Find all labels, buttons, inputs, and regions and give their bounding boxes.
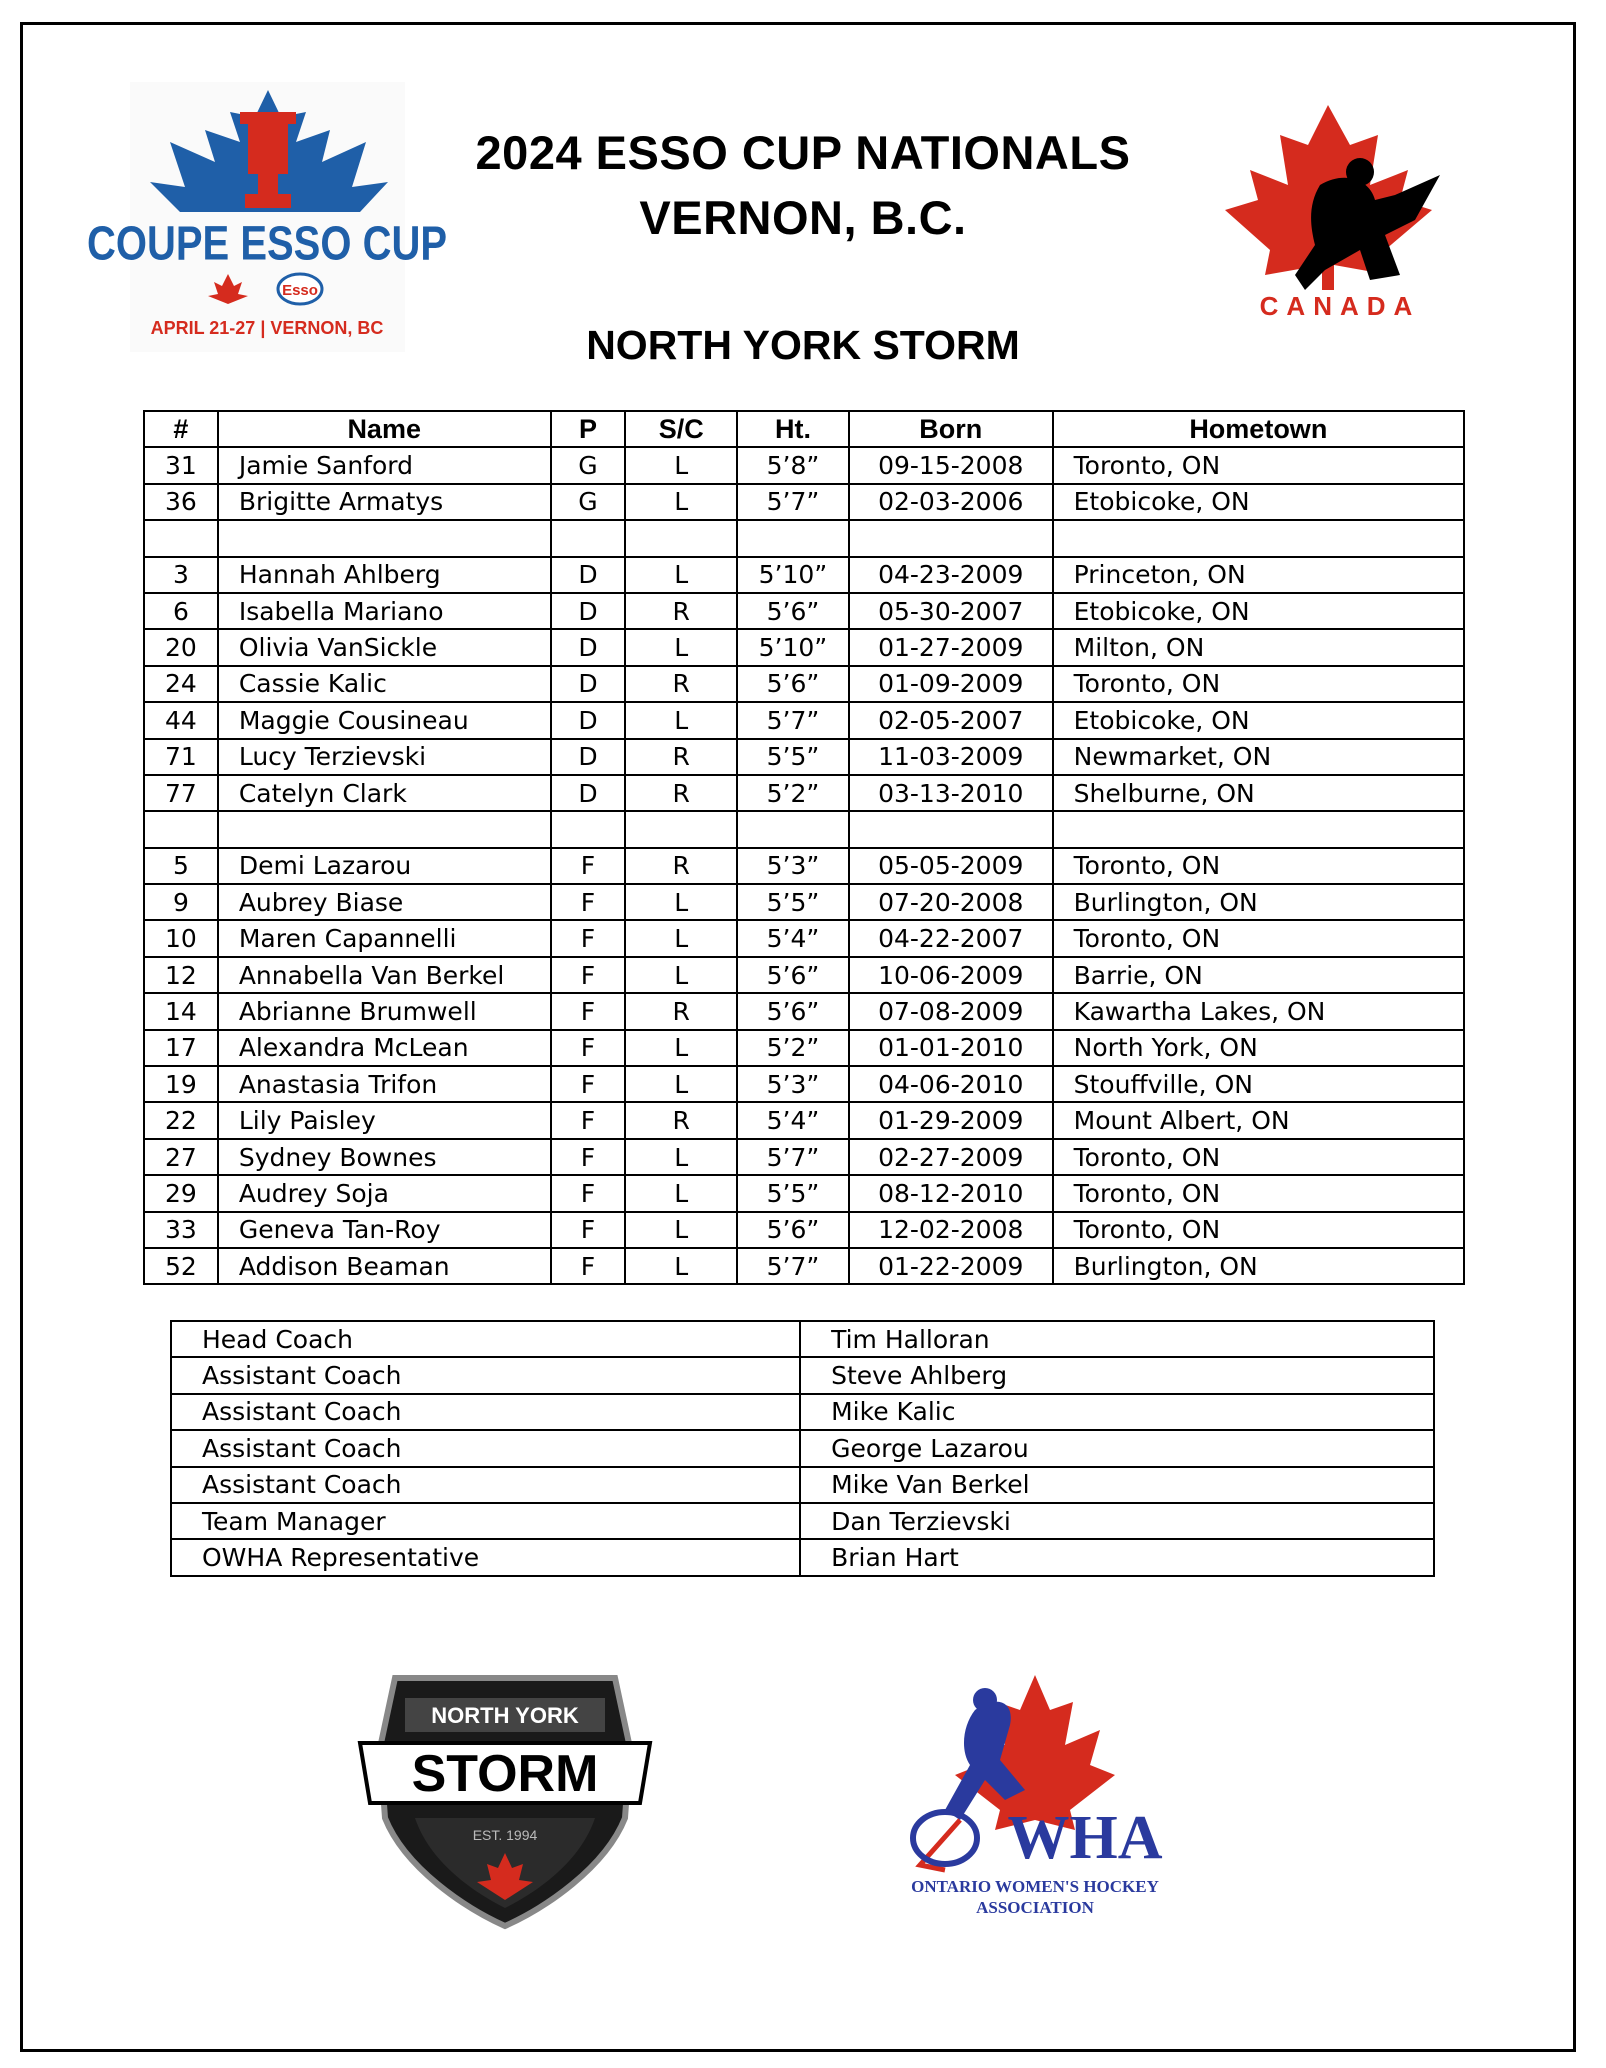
cell-name: Audrey Soja [218, 1175, 551, 1211]
cell-height: 5’6” [737, 666, 849, 702]
storm-top-text: NORTH YORK [431, 1703, 579, 1728]
table-row [144, 1030, 1464, 1066]
cell-number: 14 [144, 993, 218, 1029]
cell-height: 5’10” [737, 629, 849, 665]
cell-number: 24 [144, 666, 218, 702]
table-row [144, 1212, 1464, 1248]
cell-born: 02-05-2007 [849, 702, 1053, 738]
cell-shoots: L [625, 884, 737, 920]
cell-height: 5’4” [737, 920, 849, 956]
cell-name: Addison Beaman [218, 1248, 551, 1284]
cell-height: 5’5” [737, 1175, 849, 1211]
table-row [144, 1175, 1464, 1211]
cell-name: Sydney Bownes [218, 1139, 551, 1175]
table-row [144, 1102, 1464, 1138]
cell-shoots: L [625, 920, 737, 956]
cell-hometown: Burlington, ON [1053, 1248, 1464, 1284]
cell-born: 07-20-2008 [849, 884, 1053, 920]
cell-born: 03-13-2010 [849, 775, 1053, 811]
cell-position: G [551, 447, 626, 483]
cell-position: F [551, 1030, 626, 1066]
table-row [144, 848, 1464, 884]
cell-position: D [551, 702, 626, 738]
cell-shoots: L [625, 1030, 737, 1066]
cell-number: 77 [144, 775, 218, 811]
staff-role: Assistant Coach [171, 1430, 800, 1466]
cell-name: Maggie Cousineau [218, 702, 551, 738]
cell-born: 01-09-2009 [849, 666, 1053, 702]
col-height: Ht. [737, 411, 849, 447]
cell-hometown: Toronto, ON [1053, 666, 1464, 702]
cell-number [144, 811, 218, 847]
table-row [144, 957, 1464, 993]
staff-person: George Lazarou [800, 1430, 1434, 1466]
staff-role: OWHA Representative [171, 1539, 800, 1575]
cell-born: 07-08-2009 [849, 993, 1053, 1029]
cell-name [218, 520, 551, 556]
table-row [144, 484, 1464, 520]
cell-height [737, 520, 849, 556]
cell-height [737, 811, 849, 847]
cell-number: 31 [144, 447, 218, 483]
cell-hometown: Princeton, ON [1053, 557, 1464, 593]
cell-hometown: Toronto, ON [1053, 848, 1464, 884]
cell-shoots: L [625, 629, 737, 665]
cell-name: Lily Paisley [218, 1102, 551, 1138]
cell-name: Hannah Ahlberg [218, 557, 551, 593]
cell-position: D [551, 557, 626, 593]
cell-height: 5’5” [737, 884, 849, 920]
staff-person: Brian Hart [800, 1539, 1434, 1575]
cell-position: D [551, 593, 626, 629]
staff-person: Dan Terzievski [800, 1503, 1434, 1539]
cell-height: 5’6” [737, 993, 849, 1029]
cell-hometown: Stouffville, ON [1053, 1066, 1464, 1102]
cell-height: 5’3” [737, 848, 849, 884]
cell-number: 27 [144, 1139, 218, 1175]
cell-name: Cassie Kalic [218, 666, 551, 702]
cell-born: 09-15-2008 [849, 447, 1053, 483]
cell-name: Jamie Sanford [218, 447, 551, 483]
cell-position: F [551, 884, 626, 920]
cell-height: 5’6” [737, 593, 849, 629]
cell-height: 5’2” [737, 1030, 849, 1066]
cell-hometown: Etobicoke, ON [1053, 702, 1464, 738]
table-row [144, 739, 1464, 775]
cell-born: 02-27-2009 [849, 1139, 1053, 1175]
cell-name: Anastasia Trifon [218, 1066, 551, 1102]
staff-role: Assistant Coach [171, 1467, 800, 1503]
cell-position: F [551, 993, 626, 1029]
cell-height: 5’5” [737, 739, 849, 775]
cell-position: D [551, 666, 626, 702]
cell-name: Lucy Terzievski [218, 739, 551, 775]
table-row [144, 557, 1464, 593]
cell-shoots: L [625, 447, 737, 483]
cell-shoots: L [625, 557, 737, 593]
svg-text:Esso: Esso [282, 282, 318, 299]
cell-hometown: Toronto, ON [1053, 1139, 1464, 1175]
col-hometown: Hometown [1053, 411, 1464, 447]
cell-hometown: Mount Albert, ON [1053, 1102, 1464, 1138]
cell-shoots: R [625, 666, 737, 702]
cell-height: 5’7” [737, 1139, 849, 1175]
cell-born: 02-03-2006 [849, 484, 1053, 520]
cell-born: 04-06-2010 [849, 1066, 1053, 1102]
table-row [144, 1248, 1464, 1284]
storm-est-text: EST. 1994 [472, 1827, 538, 1843]
cell-position: F [551, 1212, 626, 1248]
cell-position: F [551, 957, 626, 993]
page-title-line2: VERNON, B.C. [639, 191, 967, 244]
cell-hometown: Toronto, ON [1053, 920, 1464, 956]
cell-born: 01-22-2009 [849, 1248, 1053, 1284]
cell-name: Abrianne Brumwell [218, 993, 551, 1029]
cell-born: 05-05-2009 [849, 848, 1053, 884]
spacer-row [144, 520, 1464, 556]
table-row [144, 593, 1464, 629]
canada-wordmark: CANADA [1259, 291, 1421, 321]
cell-born: 01-01-2010 [849, 1030, 1053, 1066]
cell-position: F [551, 848, 626, 884]
cell-hometown: Etobicoke, ON [1053, 484, 1464, 520]
cell-born [849, 520, 1053, 556]
staff-role: Assistant Coach [171, 1394, 800, 1430]
cell-position: F [551, 1248, 626, 1284]
table-row [144, 702, 1464, 738]
page-title-line1: 2024 ESSO CUP NATIONALS [475, 126, 1131, 179]
cell-hometown: North York, ON [1053, 1030, 1464, 1066]
staff-row [171, 1357, 1434, 1393]
table-row [144, 775, 1464, 811]
cell-shoots: R [625, 739, 737, 775]
staff-person: Mike Van Berkel [800, 1467, 1434, 1503]
cell-shoots [625, 520, 737, 556]
cell-name: Olivia VanSickle [218, 629, 551, 665]
cell-shoots: R [625, 775, 737, 811]
staff-person: Tim Halloran [800, 1321, 1434, 1357]
cell-shoots: L [625, 1175, 737, 1211]
cell-shoots: L [625, 1248, 737, 1284]
esso-dates: APRIL 21-27 | VERNON, BC [150, 318, 384, 338]
cell-name [218, 811, 551, 847]
cell-height: 5’3” [737, 1066, 849, 1102]
cell-number: 29 [144, 1175, 218, 1211]
cell-number: 9 [144, 884, 218, 920]
cell-position: F [551, 920, 626, 956]
table-row [144, 666, 1464, 702]
staff-row [171, 1430, 1434, 1466]
cell-position: F [551, 1139, 626, 1175]
cell-height: 5’6” [737, 1212, 849, 1248]
cell-shoots: L [625, 1212, 737, 1248]
cell-number: 19 [144, 1066, 218, 1102]
cell-born: 01-29-2009 [849, 1102, 1053, 1138]
cell-shoots: R [625, 993, 737, 1029]
hockey-canada-logo [1210, 100, 1470, 325]
col-shoots: S/C [625, 411, 737, 447]
table-row [144, 1066, 1464, 1102]
cell-shoots [625, 811, 737, 847]
staff-role: Team Manager [171, 1503, 800, 1539]
col-born: Born [849, 411, 1053, 447]
north-york-storm-logo [355, 1668, 655, 1930]
cell-height: 5’8” [737, 447, 849, 483]
cell-position: G [551, 484, 626, 520]
cell-height: 5’7” [737, 1248, 849, 1284]
cell-height: 5’10” [737, 557, 849, 593]
col-position: P [551, 411, 626, 447]
hockey-canada-small-icon [208, 274, 248, 304]
cell-name: Annabella Van Berkel [218, 957, 551, 993]
cell-position [551, 811, 626, 847]
cell-position: F [551, 1102, 626, 1138]
maple-leaf-hockey-player-icon [1225, 105, 1440, 290]
cell-hometown: Toronto, ON [1053, 1212, 1464, 1248]
staff-row [171, 1503, 1434, 1539]
table-row [144, 993, 1464, 1029]
cell-name: Brigitte Armatys [218, 484, 551, 520]
cell-shoots: L [625, 1139, 737, 1175]
cell-name: Catelyn Clark [218, 775, 551, 811]
staff-row [171, 1321, 1434, 1357]
cell-hometown: Barrie, ON [1053, 957, 1464, 993]
cell-hometown: Toronto, ON [1053, 447, 1464, 483]
cell-born: 10-06-2009 [849, 957, 1053, 993]
cell-hometown: Burlington, ON [1053, 884, 1464, 920]
cell-hometown [1053, 520, 1464, 556]
cell-name: Isabella Mariano [218, 593, 551, 629]
cell-position: D [551, 775, 626, 811]
cell-born: 11-03-2009 [849, 739, 1053, 775]
table-row [144, 447, 1464, 483]
cell-born: 05-30-2007 [849, 593, 1053, 629]
staff-role: Head Coach [171, 1321, 800, 1357]
cell-born: 12-02-2008 [849, 1212, 1053, 1248]
cell-born: 04-22-2007 [849, 920, 1053, 956]
cell-hometown [1053, 811, 1464, 847]
col-number: # [144, 411, 218, 447]
staff-person: Steve Ahlberg [800, 1357, 1434, 1393]
cell-name: Geneva Tan-Roy [218, 1212, 551, 1248]
cell-hometown: Milton, ON [1053, 629, 1464, 665]
cell-hometown: Kawartha Lakes, ON [1053, 993, 1464, 1029]
cell-name: Aubrey Biase [218, 884, 551, 920]
table-row [144, 884, 1464, 920]
cell-number [144, 520, 218, 556]
cell-born [849, 811, 1053, 847]
cell-name: Maren Capannelli [218, 920, 551, 956]
table-row [144, 1139, 1464, 1175]
cell-number: 71 [144, 739, 218, 775]
staff-row [171, 1467, 1434, 1503]
cell-number: 20 [144, 629, 218, 665]
owha-line2: ASSOCIATION [976, 1898, 1094, 1917]
cell-shoots: L [625, 1066, 737, 1102]
cell-number: 12 [144, 957, 218, 993]
cell-shoots: R [625, 1102, 737, 1138]
cell-number: 36 [144, 484, 218, 520]
cell-born: 01-27-2009 [849, 629, 1053, 665]
cell-position: D [551, 629, 626, 665]
col-name: Name [218, 411, 551, 447]
cell-hometown: Toronto, ON [1053, 1175, 1464, 1211]
cell-number: 10 [144, 920, 218, 956]
cell-shoots: R [625, 593, 737, 629]
table-row [144, 629, 1464, 665]
team-name: NORTH YORK STORM [586, 322, 1020, 368]
cell-hometown: Newmarket, ON [1053, 739, 1464, 775]
owha-logo [885, 1670, 1195, 1930]
owha-letters: WHA [1007, 1804, 1163, 1872]
staff-row [171, 1539, 1434, 1575]
cell-shoots: L [625, 957, 737, 993]
cell-hometown: Etobicoke, ON [1053, 593, 1464, 629]
staff-person: Mike Kalic [800, 1394, 1434, 1430]
roster-header-row [144, 411, 1464, 447]
cell-number: 52 [144, 1248, 218, 1284]
cell-height: 5’4” [737, 1102, 849, 1138]
cell-name: Demi Lazarou [218, 848, 551, 884]
cell-height: 5’6” [737, 957, 849, 993]
cell-position [551, 520, 626, 556]
cell-height: 5’7” [737, 702, 849, 738]
cell-position: F [551, 1175, 626, 1211]
cell-shoots: L [625, 702, 737, 738]
cell-position: D [551, 739, 626, 775]
staff-table [170, 1320, 1435, 1577]
staff-row [171, 1394, 1434, 1430]
cell-height: 5’7” [737, 484, 849, 520]
cell-number: 44 [144, 702, 218, 738]
table-row [144, 920, 1464, 956]
cell-shoots: L [625, 484, 737, 520]
cell-number: 33 [144, 1212, 218, 1248]
cell-number: 22 [144, 1102, 218, 1138]
cell-shoots: R [625, 848, 737, 884]
owha-line1: ONTARIO WOMEN'S HOCKEY [911, 1877, 1159, 1896]
cell-number: 3 [144, 557, 218, 593]
staff-role: Assistant Coach [171, 1357, 800, 1393]
cell-name: Alexandra McLean [218, 1030, 551, 1066]
roster-table [143, 410, 1465, 1285]
cell-number: 17 [144, 1030, 218, 1066]
cell-number: 5 [144, 848, 218, 884]
cell-born: 04-23-2009 [849, 557, 1053, 593]
cell-born: 08-12-2010 [849, 1175, 1053, 1211]
cell-number: 6 [144, 593, 218, 629]
cell-hometown: Shelburne, ON [1053, 775, 1464, 811]
cell-position: F [551, 1066, 626, 1102]
storm-main-text: STORM [411, 1745, 599, 1803]
cell-height: 5’2” [737, 775, 849, 811]
esso-wordmark: COUPE ESSO CUP [86, 217, 448, 271]
spacer-row [144, 811, 1464, 847]
